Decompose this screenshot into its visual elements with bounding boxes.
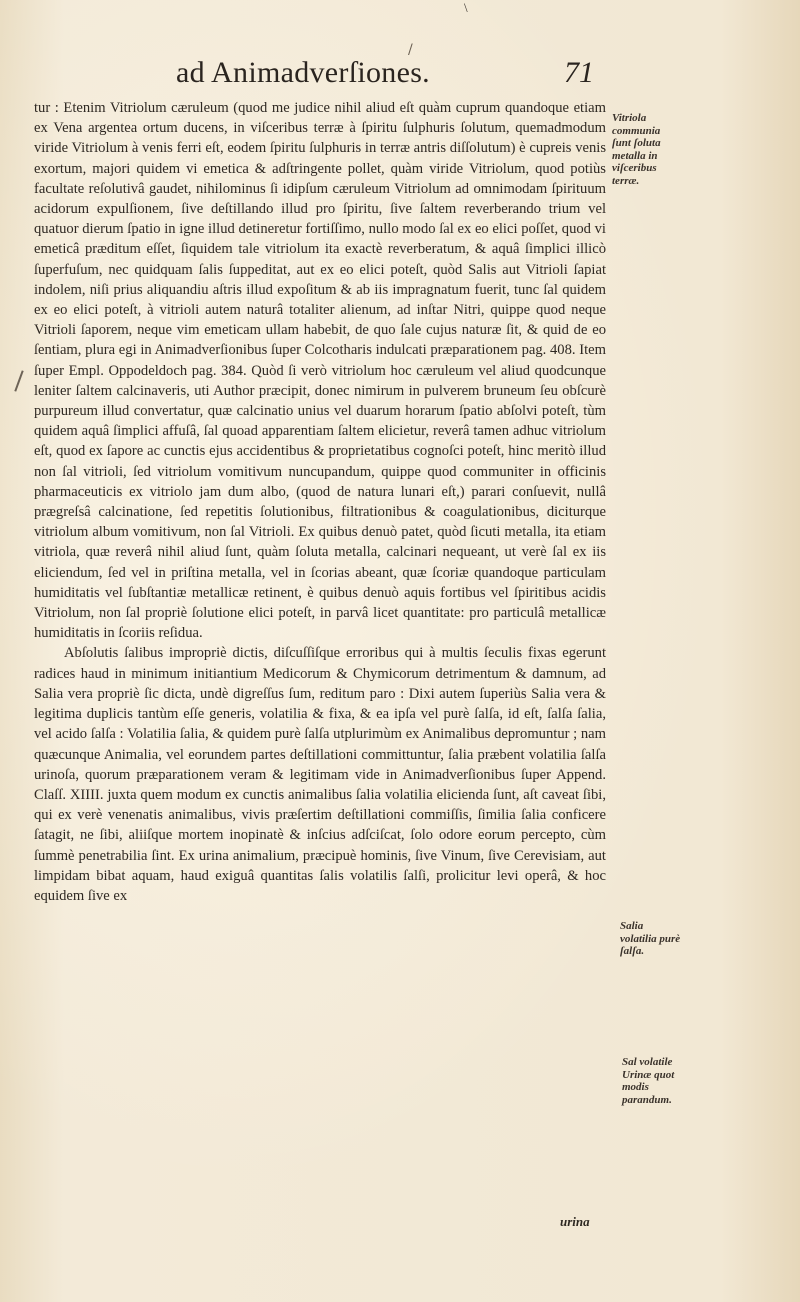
- top-edge-mark: \: [464, 0, 468, 15]
- page-header: [0, 56, 800, 96]
- margin-note: Vitriola communia ſunt ſoluta metalla in viſceribus terræ.: [612, 112, 661, 187]
- ink-mark: /: [408, 42, 413, 58]
- paragraph: tur : Etenim Vitriolum cæruleum (quod me judice nihil aliud eſt quàm cuprum quandoque etiam ex Vena argentea ortum ducens, in viſceribus terræ à ſpiritu ſulphuris ſolutum, quemadmodum viride Vitriolum à venis ferri eſt, eodem ſpiritu ſulphuris in terræ antris diſſolutum) è cupreis venis exortum, majori quidem vi emetica & adſtringente pollet, quàm viride Vitriolum, quod potiùs facultate reſolutivâ gaudet, nihilominus ſi idipſum cæruleum Vitriolum ad omnimodam ſpirituum acidorum expulſionem, ſive deſtillando illud pro ſpiritu, ſive ſaltem reverberando trium vel quatuor dierum ſpatio in igne illud detineretur fortiſſimo, nullo modo ſal ex eo elici poſſet, quod vi emeticâ præditum eſſet, ſiquidem tale vitriolum ita exactè reverberatum, & aquâ ſimplici illicò ſuperfuſum, nec quidquam ſalis ſuppeditat, aut ex eo elici poteſt, quòd Salis aut Vitrioli ſapiat indolem, niſi prius aliquandiu aſtris illud expoſitum & ab iis impragnatum fuerit, tunc ſal quidem ex eo elici poteſt, à vitrioli autem naturâ totaliter alienum, ad inſtar Nitri, quippe quod neque Vitrioli ſaporem, neque vim emeticam ullam habebit, de quo ſale cujus naturæ ſit, & quid de eo ſentiam, plura egi in Animadverſionibus ſuper Colcotharis indulcati præparationem pag. 408. Item ſuper Empl. Oppodeldoch pag. 384. Quòd ſi verò vitriolum hoc cæruleum vel aliud quodcunque leniter ſaltem calcinaveris, uti Author præcipit, donec nimirum in pulverem bruneum ſeu obſcurè purpureum illud convertatur, quæ calcinatio unius vel duarum horarum ſpatio abſolvi poteſt, tùm quidem aquâ ſimplici affuſâ, ſal quoad apparentiam ſaltem elicietur, reverâ tamen adhuc vitriolum eſt, quod ex ſapore ac cunctis ejus accidentibus & proprietatibus cognoſci poteſt, hinc meritò illud non ſal vitrioli, ſed vitriolum vomitivum nuncupandum, quippe quod communiter in officinis pharmaceuticis ex vitriolo jam dum albo, (quod de natura lunari eſt,) parari conſuevit, nullâ prægreſsâ calcinatione, ſed repetitis ſolutionibus, filtrationibus & coagulationibus, diciturque vitriolum album vomitivum, non ſal Vitrioli. Ex quibus denuò patet, quòd ſicuti metalla, ita etiam vitriola, quæ reverâ nihil aliud ſunt, quàm ſoluta metalla, calcinari nequeant, ut verè ſal ex iis eliciendum, ſed vel in priſtina metalla, vel in ſcorias abeant, quæ ſcoriæ quandoque particulam humiditatis vel ſubſtantiæ metallicæ retinent, è quibus denuò aquis fortibus vel ſpiritibus acidis Vitriolum, non ſal propriè ſolutione elici poteſt, in parvâ licet quantitate: pro particulâ metallicæ humiditatis in ſcoriis reſidua.: [34, 100, 606, 642]
- body-text: [34, 98, 606, 906]
- page-number: 71: [564, 56, 594, 89]
- paragraph: Abſolutis ſalibus impropriè dictis, diſcuſſiſque erroribus qui à multis ſeculis fixas egerunt radices haud in minimum initiantium Medicorum & Chymicorum detrimentum & damnum, ad Salia vera propriè ſic dicta, undè digreſſus ſum, reditum paro : Dixi autem ſuperiùs Salia vera & legitima duplicis tantùm eſſe generis, volatilia & fixa, & ea ipſa vel purè ſalſa, id eſt, ſalſa ſalia, vel acido ſalſa : Volatilia ſalia, & quidem purè ſalſa utplurimùm ex Animalibus depromuntur ; nam quæcunque Animalia, vel eorundem partes deſtillationi committuntur, ſalia præbent volatilia ſalſa urinoſa, quorum præparationem veram & legitimam vide in Animadverſionibus ſuper Append. Claſſ. XIIII. juxta quem modum ex cunctis animalibus ſalia volatilia elicienda ſunt, aſt caveat ſibi, qui ex verè venenatis animalibus, vivis præſertim deſtillationi commiſſis, ſimilia ſalia conficere ſatagit, ne ſibi, aliiſque mortem inopinatè & inſcius adſciſcat, ſolo odore eorum percepto, cùm ſummè penetrabilia ſint. Ex urina animalium, præcipuè hominis, ſive Vinum, ſive Cerevisiam, aut limpidam bibat aquam, haud exiguâ quantitas ſalis volatilis ſalſi, prolicitur levi operâ, & hoc equidem ſive ex: [34, 645, 606, 904]
- margin-stroke-mark: [14, 370, 23, 391]
- margin-note: Sal volatile Urinæ quot modis parandum.: [622, 1056, 675, 1106]
- catchword: urina: [560, 1214, 590, 1229]
- margin-note: Salia volatilia purè ſalſa.: [620, 920, 681, 957]
- running-head: ad Animadverſiones.: [176, 56, 430, 89]
